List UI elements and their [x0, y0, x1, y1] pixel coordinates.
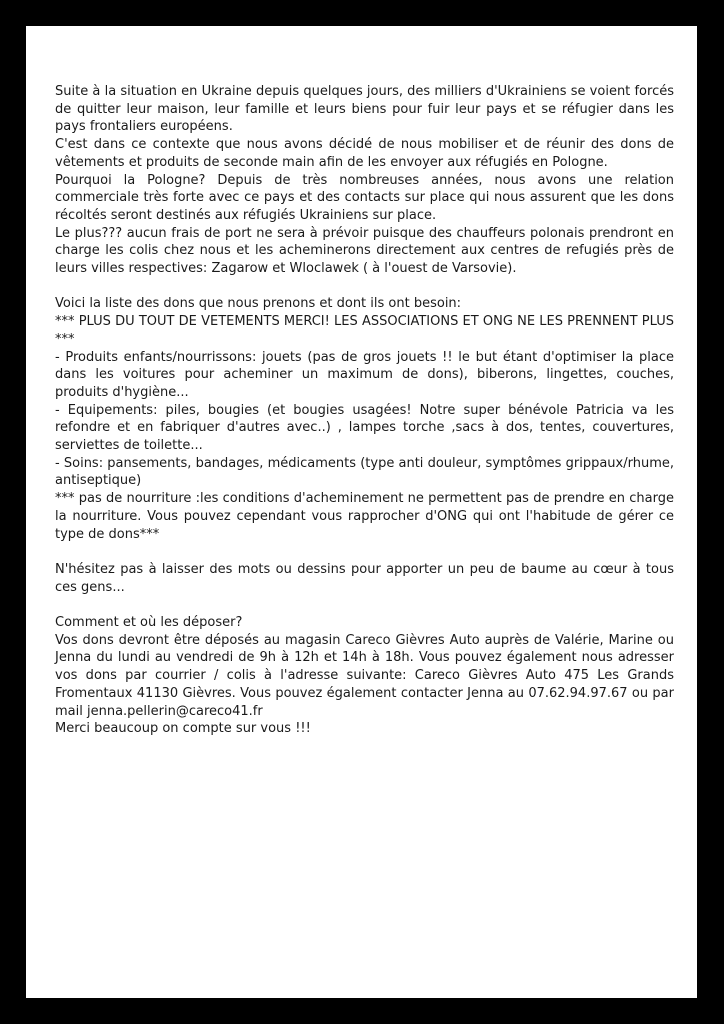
document-page — [26, 26, 697, 998]
list-item-equipment: - Equipements: piles, bougies (et bougies usagées! Notre super bénévole Patricia va les refondre et en fabriquer d'autres avec..) , lampes torche ,sacs à dos, tentes, couvertures, serviettes de toilette... — [55, 402, 674, 454]
paragraph-messages: N'hésitez pas à laisser des mots ou dessins pour apporter un peu de baume au cœur à tous ces gens... — [55, 561, 674, 595]
paragraph-thanks: Merci beaucoup on compte sur vous !!! — [55, 721, 311, 737]
paragraph-no-food: *** pas de nourriture :les conditions d'acheminement ne permettent pas de prendre en charge la nourriture. Vous pouvez cependant vous rapprocher d'ONG qui ont l'habitude de gérer ce type de dons*** — [55, 491, 674, 542]
spacer — [55, 543, 674, 561]
list-item-children: - Produits enfants/nourrissons: jouets (pas de gros jouets !! le but étant d'optimiser la place dans les voitures pour acheminer un maximum de dons), biberons, lingettes, couches, produits d'hygiène... — [55, 349, 674, 400]
document-body — [55, 83, 674, 738]
paragraph-shipping: Le plus??? aucun frais de port ne sera à prévoir puisque des chauffeurs polonais prendront en charge les colis chez nous et les acheminerons directement aux centres de refugiés près de leurs villes respectives: Zagarow et Wloclawek ( à l'ouest de Varsovie). — [55, 225, 674, 277]
paragraph-context: C'est dans ce contexte que nous avons décidé de nous mobiliser et de réunir des dons de vêtements et produits de seconde main afin de les envoyer aux réfugiés en Pologne. — [55, 137, 674, 170]
paragraph-drop-off: Vos dons devront être déposés au magasin Careco Gièvres Auto auprès de Valérie, Marine ou Jenna du lundi au vendredi de 9h à 12h et 14h à 18h. Vous pouvez également nous adresser vos dons par courrier / colis à l'adresse suivante: Careco Gièvres Auto 475 Les Grands Fromentaux 41130 Gièvres. Vous pouvez également contacter Jenna au 07.62.94.97.67 ou par mail jenna.pellerin@careco41.fr — [55, 632, 674, 719]
paragraph-list-intro: Voici la liste des dons que nous prenons et dont ils ont besoin: — [55, 296, 462, 312]
paragraph-why-poland: Pourquoi la Pologne? Depuis de très nombreuses années, nous avons une relation commerciale très forte avec ce pays et des contacts sur place qui nous assurent que les dons récoltés seront destinés aux réfugiés Ukrainiens sur place. — [55, 172, 674, 223]
paragraph-situation: Suite à la situation en Ukraine depuis quelques jours, des milliers d'Ukrainiens se voient forcés de quitter leur maison, leur famille et leurs biens pour fuir leur pays et se réfugier dans les pays frontaliers européens. — [55, 84, 674, 135]
paragraph-no-clothes: *** PLUS DU TOUT DE VETEMENTS MERCI! LES ASSOCIATIONS ET ONG NE LES PRENNENT PLUS *** — [55, 314, 674, 347]
list-item-care: - Soins: pansements, bandages, médicaments (type anti douleur, symptômes grippaux/rhume, antiseptique) — [55, 455, 674, 489]
paragraph-where-heading: Comment et où les déposer? — [55, 615, 243, 631]
spacer — [55, 278, 674, 296]
spacer — [55, 596, 674, 614]
